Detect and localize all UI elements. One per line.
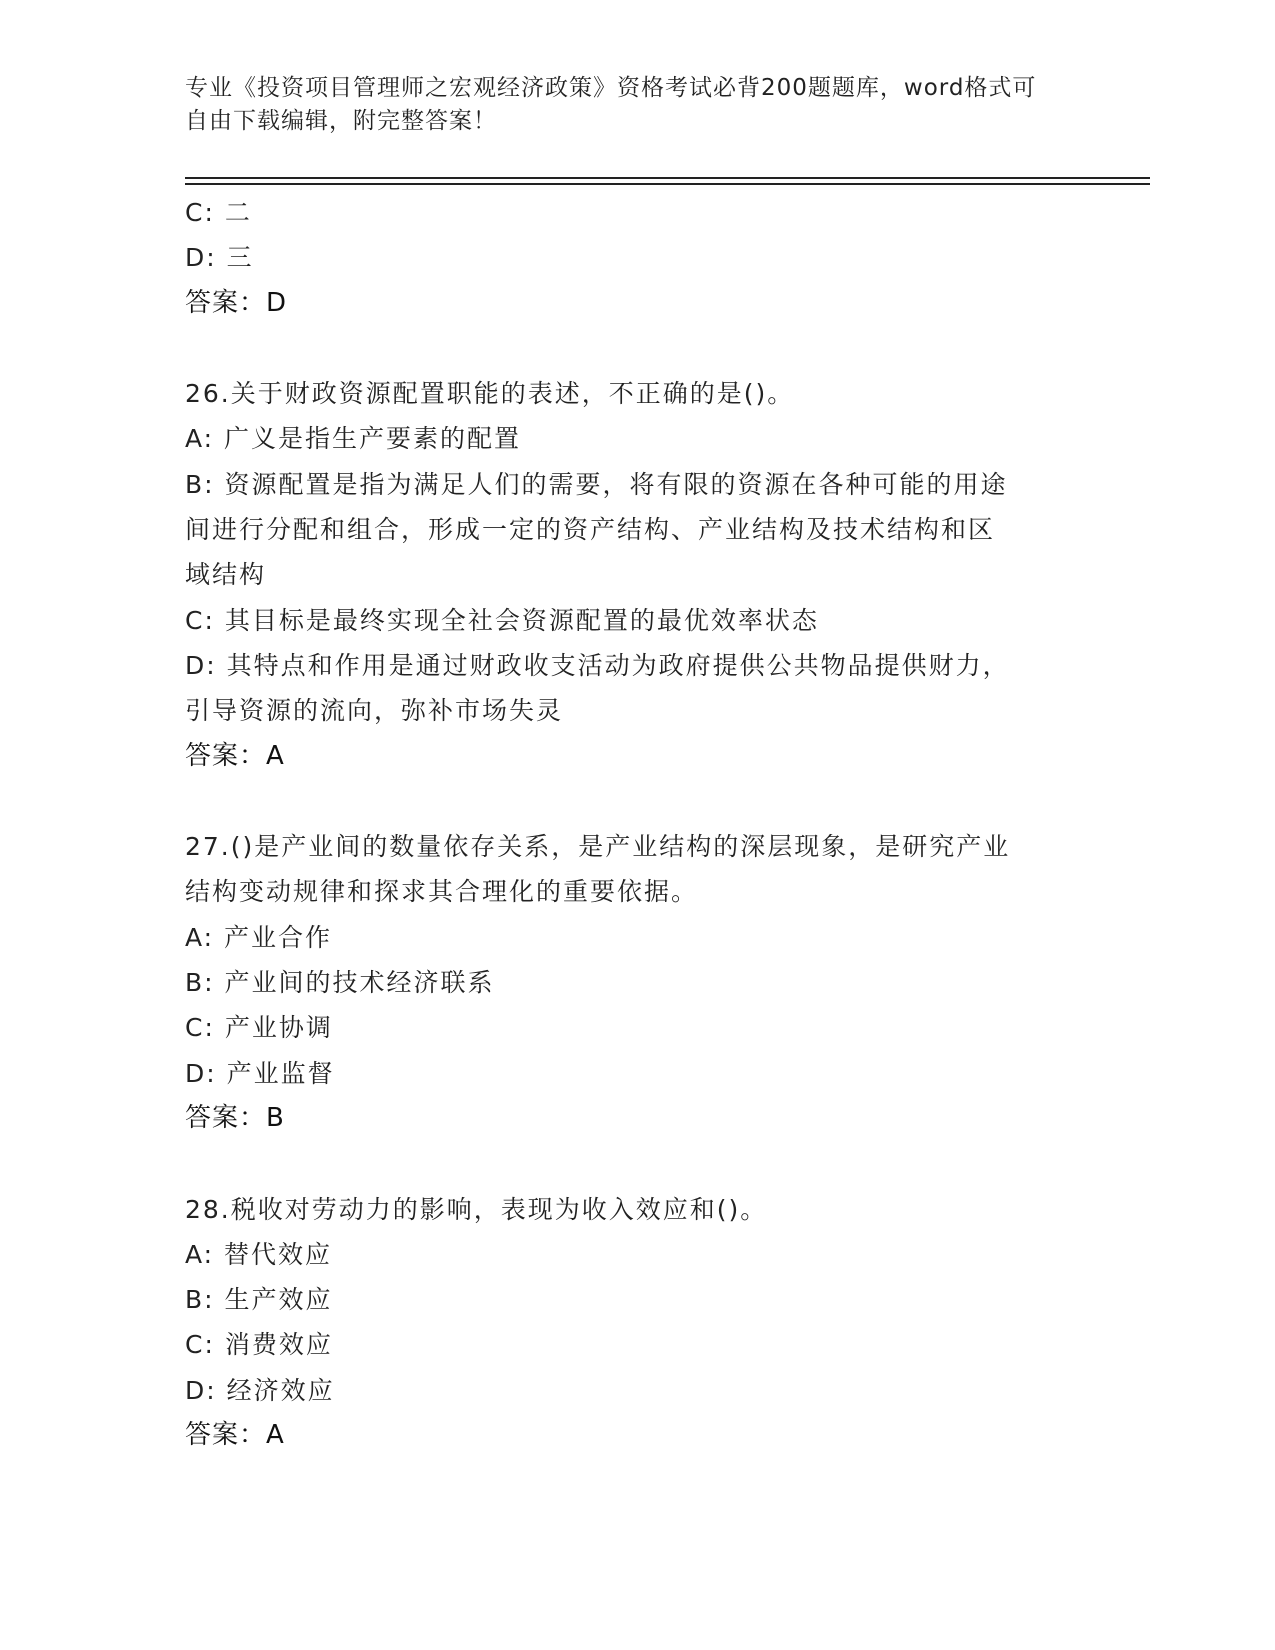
question-text: 27.()是产业间的数量依存关系，是产业结构的深层现象，是研究产业 <box>185 832 1011 862</box>
header-divider-bottom <box>185 183 1150 185</box>
option-line: C: 消费效应 <box>185 1330 333 1360</box>
option-line: D: 其特点和作用是通过财政收支活动为政府提供公共物品提供财力， <box>185 650 1010 680</box>
answer-line: 答案：A <box>185 1420 285 1451</box>
option-line: D: 产业监督 <box>185 1058 335 1088</box>
option-b <box>185 960 1075 1005</box>
option-line: B: 生产效应 <box>185 1285 333 1315</box>
option-d: D: 三 <box>185 243 254 273</box>
option-line: A: 产业合作 <box>185 922 333 952</box>
option-line: 间进行分配和组合，形成一定的资产结构、产业结构及技术结构和区 <box>185 515 996 545</box>
question-28 <box>185 1187 1075 1459</box>
question-26 <box>185 371 1075 779</box>
option-b <box>185 462 1075 598</box>
option-line: C: 产业协调 <box>185 1013 333 1043</box>
option-line: B: 资源配置是指为满足人们的需要，将有限的资源在各种可能的用途 <box>185 469 1008 499</box>
header-line-2: 自由下载编辑，附完整答案！ <box>185 108 497 134</box>
option-line: A: 广义是指生产要素的配置 <box>185 424 522 454</box>
answer-line: 答案：A <box>185 740 285 771</box>
prev-question-tail <box>185 190 1075 326</box>
option-c <box>185 1005 1075 1050</box>
option-d <box>185 1368 1075 1413</box>
option-d <box>185 643 1075 734</box>
option-line: A: 替代效应 <box>185 1239 333 1269</box>
option-a <box>185 915 1075 960</box>
option-b <box>185 1277 1075 1322</box>
option-c <box>185 1322 1075 1367</box>
question-27 <box>185 824 1075 1141</box>
option-line: C: 其目标是最终实现全社会资源配置的最优效率状态 <box>185 605 819 635</box>
question-text: 26.关于财政资源配置职能的表述，不正确的是()。 <box>185 379 795 409</box>
document-body <box>185 190 1075 1458</box>
question-text: 结构变动规律和探求其合理化的重要依据。 <box>185 877 699 907</box>
header-divider-top <box>185 177 1150 179</box>
option-line: 域结构 <box>185 560 267 590</box>
option-d <box>185 1051 1075 1096</box>
option-a <box>185 1232 1075 1277</box>
option-a <box>185 416 1075 461</box>
answer-line: 答案：D <box>185 287 288 318</box>
header-line-1: 专业《投资项目管理师之宏观经济政策》资格考试必背200题题库，word格式可 <box>185 75 1037 101</box>
question-text: 28.税收对劳动力的影响，表现为收入效应和()。 <box>185 1194 768 1224</box>
option-line: D: 经济效应 <box>185 1375 335 1405</box>
answer-line: 答案：B <box>185 1102 285 1133</box>
option-c: C: 二 <box>185 198 252 227</box>
option-line: B: 产业间的技术经济联系 <box>185 968 495 998</box>
option-line: 引导资源的流向，弥补市场失灵 <box>185 696 564 726</box>
page-header <box>185 72 1065 138</box>
option-c <box>185 598 1075 643</box>
